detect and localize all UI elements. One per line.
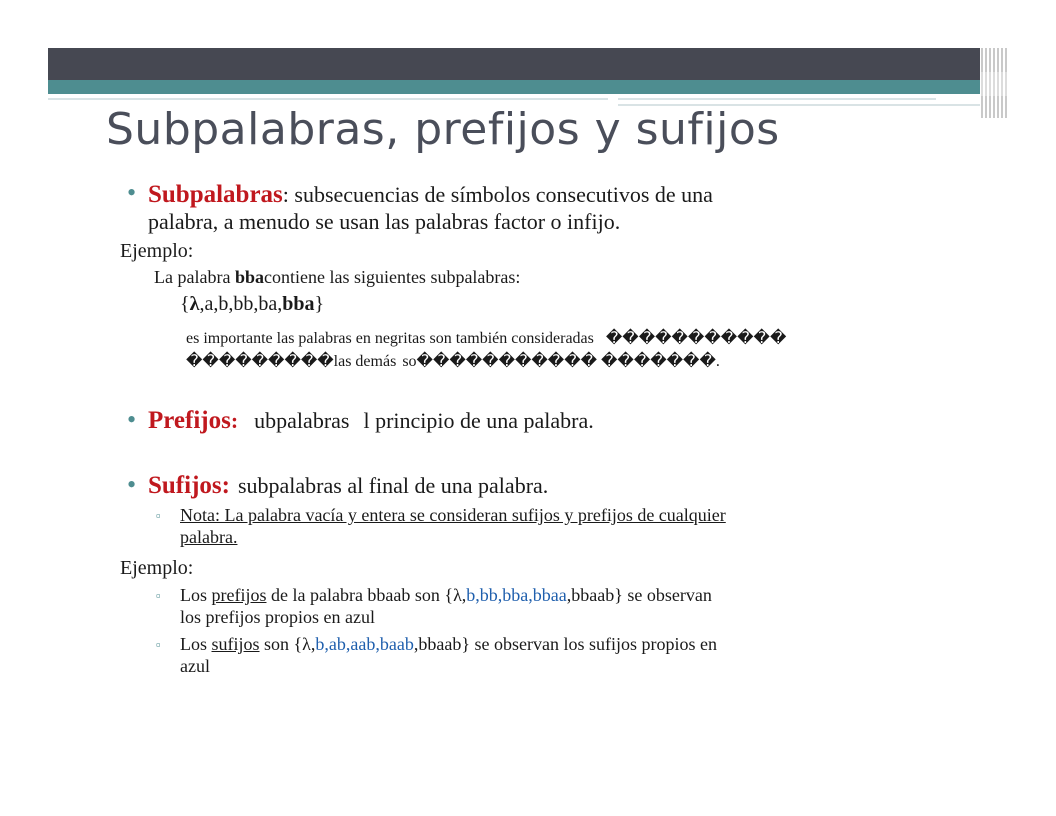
pref-lambda: λ,	[453, 585, 467, 605]
note-period: .	[715, 353, 720, 370]
bullet-dot: •	[127, 178, 137, 207]
bullet-subpalabras-line2: palabra, a menudo se usan las palabras factor o infijo.	[148, 209, 621, 234]
pref-proper-list: b,bb,bba,bbaa	[466, 585, 567, 605]
ejemplo-label: Ejemplo:	[120, 240, 194, 262]
sub-bullet-marker: ▫	[156, 588, 161, 603]
term-subpalabras: Subpalabras	[148, 181, 283, 208]
note-mid-text: las demás	[333, 353, 397, 370]
sufijos-example-line1	[180, 634, 717, 655]
set-close-brace: }	[314, 293, 325, 315]
sub-bullet-marker: ▫	[156, 637, 161, 652]
prefijos-colon: :	[230, 408, 239, 433]
ejemplo-text-post: contiene las siguientes subpalabras:	[263, 267, 521, 287]
set-open-brace: {	[180, 293, 190, 315]
note-garbled-2: ���������	[186, 353, 334, 370]
note-text: es importante las palabras en negritas son también consideradas	[186, 330, 594, 347]
bullet-subpalabras-line1	[148, 181, 713, 209]
note-garbled-3: ����������� �������	[416, 353, 716, 370]
prefijos-text-b: l principio de una palabra.	[363, 408, 594, 433]
bullet-dot: •	[127, 405, 137, 434]
subpalabras-definition: : subsecuencias de símbolos consecutivos de una	[282, 182, 713, 207]
bullet-sufijos	[148, 472, 548, 500]
term-sufijos: Sufijos:	[148, 472, 230, 499]
note-garbled-1: �����������	[605, 330, 787, 347]
header-thin-line-right	[618, 98, 936, 100]
ejemplo-label-2: Ejemplo:	[120, 557, 194, 579]
bullet-dot: •	[127, 470, 137, 499]
term-prefijos: Prefijos	[148, 407, 231, 434]
suf-text-c: ,bbaab} se observan los sufijos propios en	[413, 634, 717, 654]
subword-set	[180, 293, 324, 316]
sufijos-example-line2: azul	[180, 656, 210, 676]
prefijos-example-line1	[180, 585, 712, 606]
bullet-prefijos	[148, 407, 594, 435]
lambda-symbol: λ	[189, 293, 200, 315]
word-sufijos: sufijos	[211, 634, 260, 654]
sufijos-text: subpalabras al final de una palabra.	[237, 473, 549, 498]
header-thin-line	[48, 98, 608, 100]
word-prefijos: prefijos	[211, 585, 267, 605]
pref-text-c: ,bbaab} se observan	[566, 585, 712, 605]
note-so-text: so	[402, 353, 417, 370]
word-bba: bba	[234, 267, 264, 287]
slide-title: Subpalabras, prefijos y sufijos	[106, 104, 780, 155]
pref-text-a: Los	[180, 585, 212, 605]
pref-text-b: de la palabra bbaab son {	[266, 585, 454, 605]
note-line1	[186, 328, 786, 348]
prefijos-text-a: ubpalabras	[254, 408, 350, 433]
header-teal-bar	[48, 80, 980, 94]
header-tab-notch	[981, 72, 1007, 96]
ejemplo-line	[154, 267, 520, 288]
suf-proper-list: b,ab,aab,baab	[315, 634, 414, 654]
suf-text-b: son {	[259, 634, 303, 654]
prefijos-example-line2: los prefijos propios en azul	[180, 607, 375, 627]
sub-bullet-marker: ▫	[156, 508, 161, 523]
suf-lambda: λ,	[302, 634, 316, 654]
nota-line1: Nota: La palabra vacía y entera se consideran sufijos y prefijos de cualquier	[180, 505, 726, 525]
set-elements: ,a,b,bb,ba,	[199, 293, 283, 315]
nota-line2: palabra.	[180, 527, 238, 547]
suf-text-a: Los	[180, 634, 212, 654]
ejemplo-text-pre: La palabra	[154, 267, 235, 287]
note-line2	[186, 351, 720, 371]
header-dark-bar	[48, 48, 980, 80]
set-bold-element: bba	[282, 293, 315, 315]
